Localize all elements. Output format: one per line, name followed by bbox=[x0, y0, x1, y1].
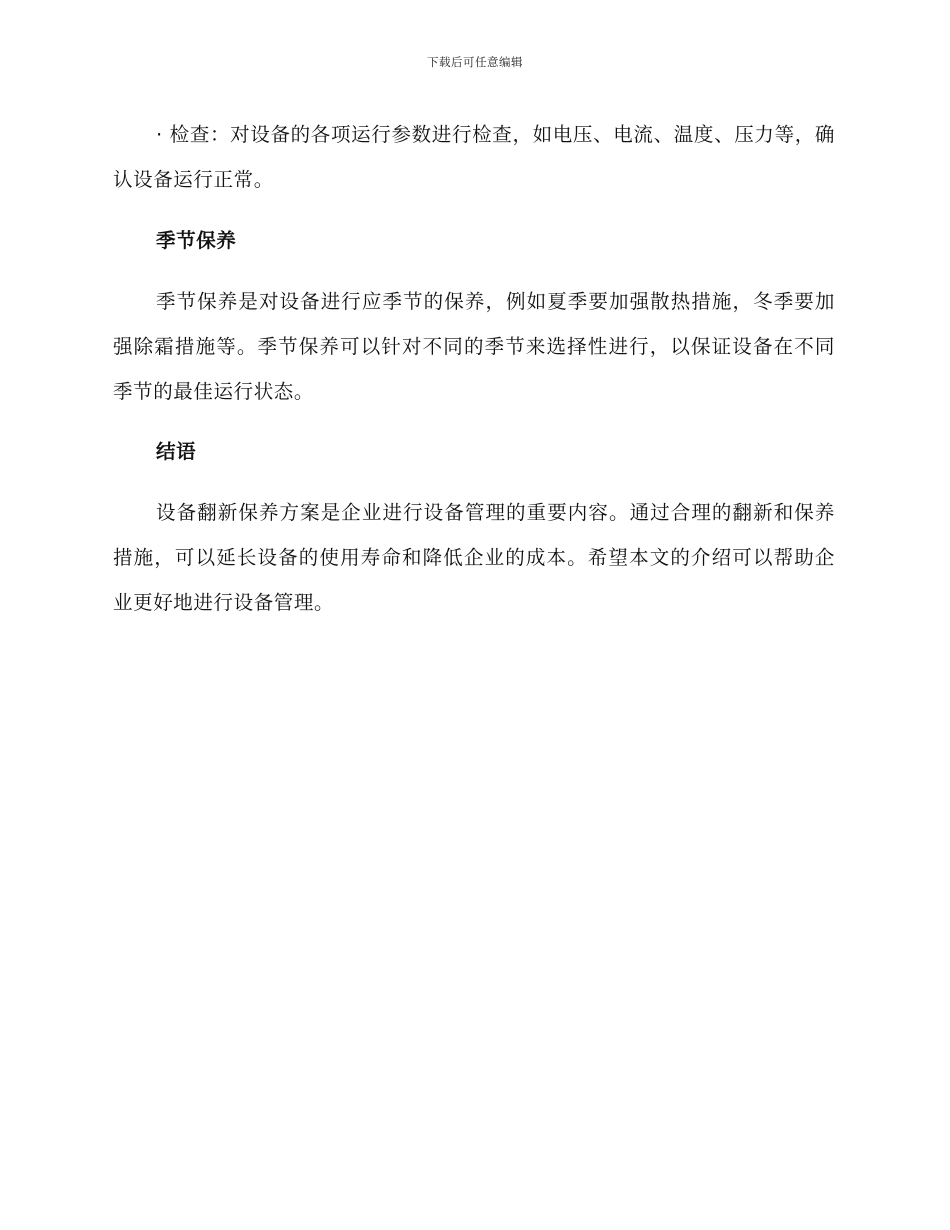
page-header: 下载后可任意编辑 bbox=[427, 55, 523, 69]
paragraph-conclusion: 设备翻新保养方案是企业进行设备管理的重要内容。通过合理的翻新和保养措施，可以延长设备的使用寿命和降低企业的成本。希望本文的介绍可以帮助企业更好地进行设备管理。 bbox=[113, 501, 835, 614]
paragraph-seasonal-maintenance: 季节保养是对设备进行应季节的保养，例如夏季要加强散热措施，冬季要加强除霜措施等。季节保养可以针对不同的季节来选择性进行，以保证设备在不同季节的最佳运行状态。 bbox=[113, 290, 835, 403]
paragraph-inspection: · 检查：对设备的各项运行参数进行检查，如电压、电流、温度、压力等，确认设备运行正常。 bbox=[113, 123, 835, 191]
section-heading-seasonal-maintenance: 季节保养 bbox=[156, 229, 237, 252]
document-body bbox=[113, 112, 835, 625]
section-heading-conclusion: 结语 bbox=[156, 440, 197, 463]
